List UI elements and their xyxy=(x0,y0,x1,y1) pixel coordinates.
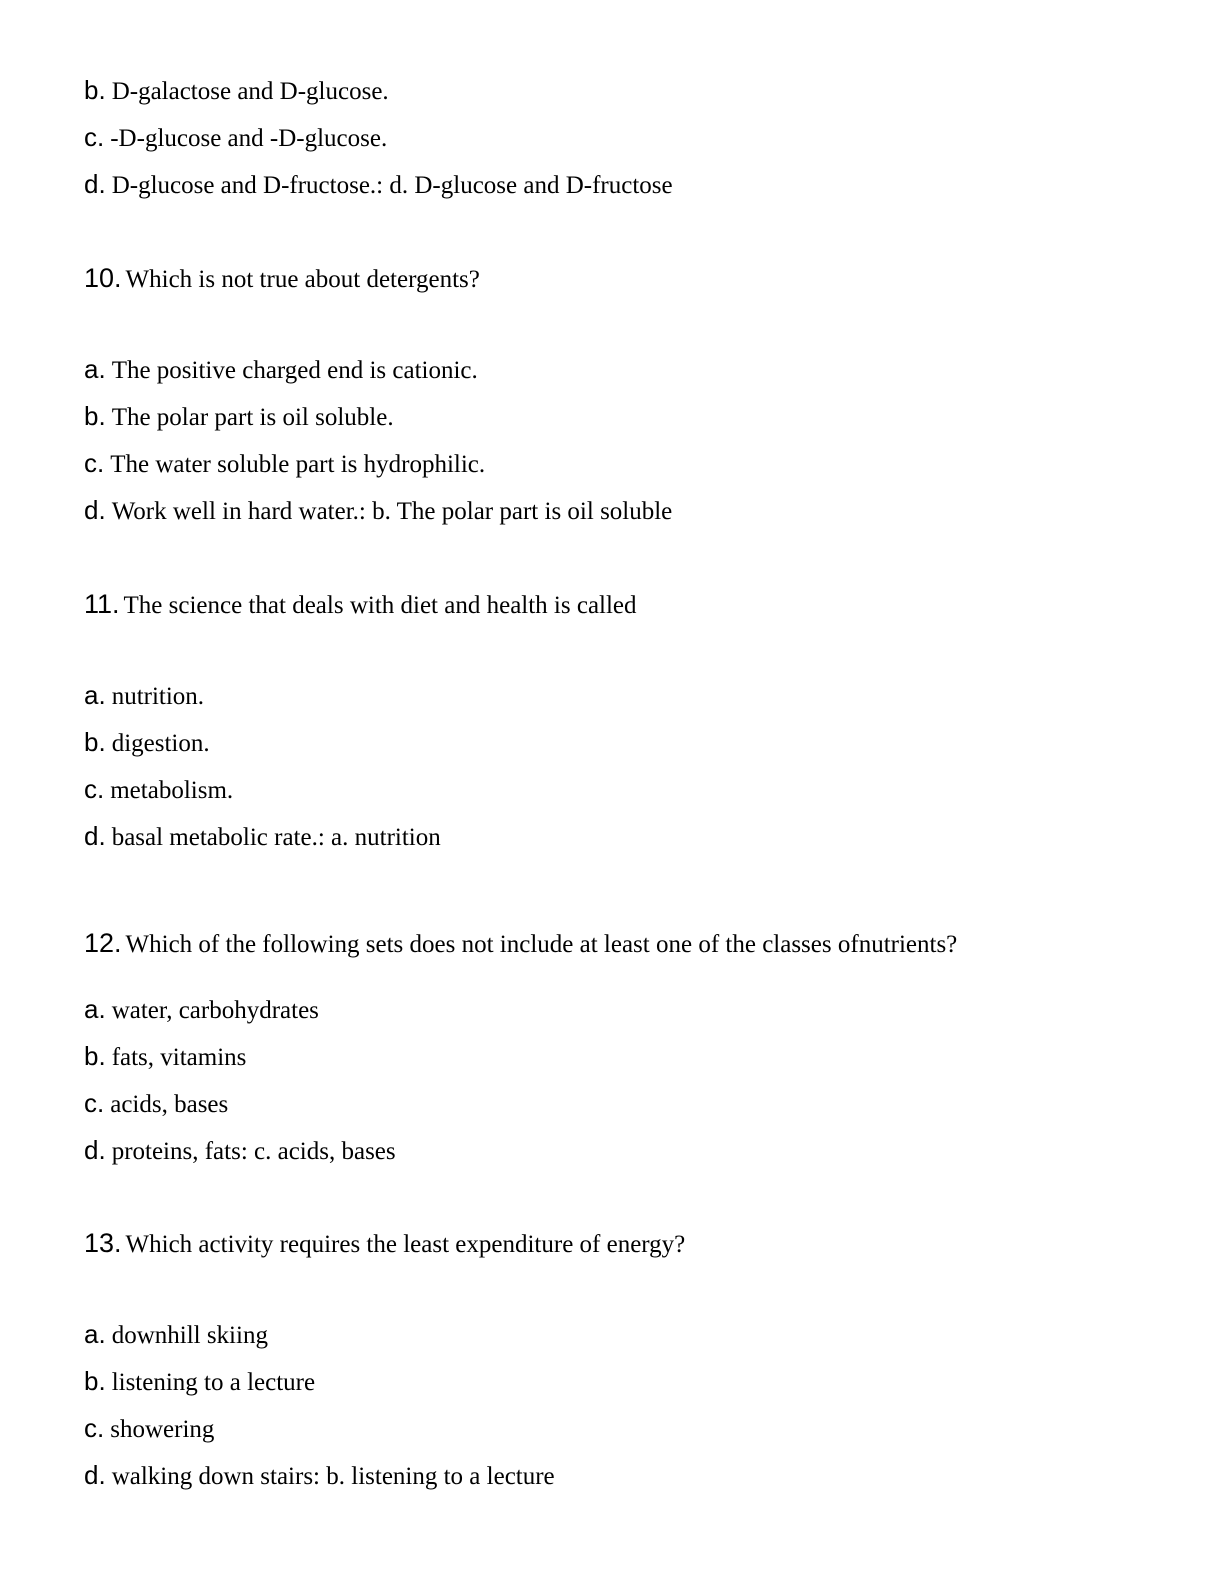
question-13-option-c xyxy=(84,1413,214,1445)
option-letter: b. xyxy=(84,727,106,757)
question-11 xyxy=(84,589,637,621)
option-text: Work well in hard water.: b. The polar part is oil soluble xyxy=(111,498,673,525)
question-number: 10. xyxy=(84,263,122,293)
option-text: proteins, fats: c. acids, bases xyxy=(111,1138,396,1165)
prev-option-c xyxy=(84,122,387,154)
option-text: The water soluble part is hydrophilic. xyxy=(110,451,486,478)
option-text: showering xyxy=(110,1416,215,1443)
question-10 xyxy=(84,263,480,295)
question-10-option-c xyxy=(84,448,485,480)
option-letter: c. xyxy=(84,122,105,152)
question-number: 12. xyxy=(84,928,122,958)
option-text: The polar part is oil soluble. xyxy=(111,404,394,431)
question-11-option-b xyxy=(84,727,210,759)
question-10-option-b xyxy=(84,401,394,433)
prev-option-b xyxy=(84,75,389,107)
option-text: metabolism. xyxy=(110,777,234,804)
question-13-option-d xyxy=(84,1460,555,1492)
option-text: D-galactose and D-glucose. xyxy=(111,78,389,105)
option-letter: d. xyxy=(84,1460,106,1490)
question-text: The science that deals with diet and health is called xyxy=(123,592,637,619)
option-letter: d. xyxy=(84,821,106,851)
question-10-option-d xyxy=(84,495,672,527)
option-letter: b. xyxy=(84,401,106,431)
question-12-option-c xyxy=(84,1088,228,1120)
option-text: acids, bases xyxy=(110,1091,229,1118)
option-letter: c. xyxy=(84,448,105,478)
option-letter: b. xyxy=(84,75,106,105)
question-13 xyxy=(84,1228,685,1260)
option-text: fats, vitamins xyxy=(111,1044,247,1071)
option-letter: b. xyxy=(84,1041,106,1071)
question-number: 11. xyxy=(84,589,120,619)
option-text: digestion. xyxy=(111,730,210,757)
question-13-option-a xyxy=(84,1319,268,1351)
option-text: basal metabolic rate.: a. nutrition xyxy=(111,824,441,851)
option-text: -D-glucose and -D-glucose. xyxy=(110,125,388,152)
question-11-option-c xyxy=(84,774,233,806)
option-letter: c. xyxy=(84,774,105,804)
option-letter: a. xyxy=(84,354,106,384)
option-letter: a. xyxy=(84,1319,106,1349)
option-letter: a. xyxy=(84,680,106,710)
option-text: The positive charged end is cationic. xyxy=(111,357,478,384)
prev-option-d xyxy=(84,169,673,201)
option-text: listening to a lecture xyxy=(111,1369,316,1396)
option-text: walking down stairs: b. listening to a lecture xyxy=(111,1463,555,1490)
question-12-option-b xyxy=(84,1041,246,1073)
question-number: 13. xyxy=(84,1228,122,1258)
question-text: Which of the following sets does not include at least one of the classes ofnutrients? xyxy=(125,931,958,958)
option-letter: d. xyxy=(84,495,106,525)
question-text: Which is not true about detergents? xyxy=(125,266,480,293)
question-10-option-a xyxy=(84,354,478,386)
question-12-option-a xyxy=(84,994,319,1026)
option-letter: d. xyxy=(84,169,106,199)
option-text: downhill skiing xyxy=(111,1322,268,1349)
option-text: nutrition. xyxy=(111,683,205,710)
option-letter: b. xyxy=(84,1366,106,1396)
option-letter: c. xyxy=(84,1088,105,1118)
question-text: Which activity requires the least expenditure of energy? xyxy=(125,1231,686,1258)
option-letter: d. xyxy=(84,1135,106,1165)
option-text: D-glucose and D-fructose.: d. D-glucose and D-fructose xyxy=(111,172,673,199)
question-11-option-a xyxy=(84,680,204,712)
option-text: water, carbohydrates xyxy=(111,997,319,1024)
question-12 xyxy=(84,928,957,960)
question-11-option-d xyxy=(84,821,441,853)
option-letter: c. xyxy=(84,1413,105,1443)
question-12-option-d xyxy=(84,1135,396,1167)
question-13-option-b xyxy=(84,1366,315,1398)
option-letter: a. xyxy=(84,994,106,1024)
